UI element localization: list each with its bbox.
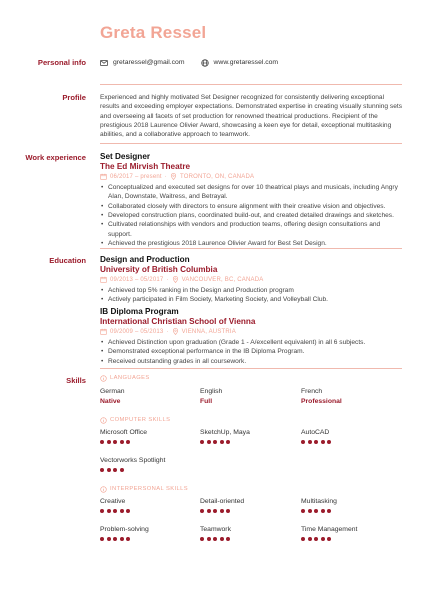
email-link[interactable]: gretaressel@gmail.com (113, 59, 185, 66)
rating-dot (301, 509, 305, 513)
list-item: • Collaborated closely with directors to ensure alignment with their creative vision and objectives. (100, 202, 402, 211)
globe-icon (201, 59, 209, 67)
language-item: English Full (200, 387, 223, 405)
education-bullets (100, 286, 402, 305)
job-dates: 06/2017 – present (110, 173, 162, 180)
rating-dot (120, 537, 124, 541)
section-label-profile: Profile (62, 93, 86, 102)
languages-heading: LANGUAGES (100, 375, 402, 383)
contact-row (100, 58, 278, 67)
education-meta: 09/2013 – 05/2017 · VANCOUVER, BC, CANADA (100, 276, 402, 284)
list-item: • Actively participated in Film Society, Marketing Society, and Volleyball Club. (100, 295, 402, 304)
rating-dot (107, 440, 111, 444)
rating-dot (113, 440, 117, 444)
job-location: TORONTO, ON, CANADA (179, 173, 255, 180)
calendar-icon (100, 328, 107, 335)
info-circle-icon (100, 375, 107, 382)
skill-rating (200, 509, 301, 513)
work-entry (100, 152, 402, 248)
rating-dot (107, 468, 111, 472)
divider (100, 84, 402, 85)
rating-dot (220, 509, 224, 513)
education-location: VANCOUVER, BC, CANADA (181, 276, 264, 283)
employer-name: The Ed Mirvish Theatre (100, 161, 191, 171)
language-item: French Professional (301, 387, 342, 405)
job-title: Set Designer (100, 152, 151, 161)
skill-item: Multitasking (301, 497, 402, 519)
rating-dot (200, 440, 204, 444)
list-item: • Achieved the prestigious 2018 Laurence Olivier Award for Best Set Design. (100, 239, 402, 248)
list-item: • Received outstanding grades in all coursework. (100, 357, 402, 366)
rating-dot (308, 537, 312, 541)
rating-dot (200, 509, 204, 513)
rating-dot (120, 509, 124, 513)
skill-rating (301, 440, 402, 444)
skill-item: Creative (100, 497, 200, 519)
rating-dot (200, 537, 204, 541)
rating-dot (100, 537, 104, 541)
rating-dot (126, 537, 130, 541)
rating-dot (113, 509, 117, 513)
skill-rating (100, 537, 200, 541)
rating-dot (213, 509, 217, 513)
rating-dot (107, 509, 111, 513)
rating-dot (207, 537, 211, 541)
interpersonal-skills-heading: INTERPERSONAL SKILLS (100, 486, 402, 494)
education-dates: 09/2013 – 05/2017 (110, 276, 164, 283)
job-bullets (100, 183, 402, 249)
rating-dot (301, 440, 305, 444)
candidate-name: Greta Ressel (100, 23, 207, 42)
rating-dot (213, 537, 217, 541)
skill-rating (301, 537, 402, 541)
rating-dot (327, 440, 331, 444)
list-item: • Conceptualized and executed set designs for over 10 theatrical plays and musicals, including Angry Alan, Downstate, Waitress, and Betrayal. (100, 183, 402, 202)
rating-dot (213, 440, 217, 444)
degree-title: Design and Production (100, 255, 190, 264)
rating-dot (220, 537, 224, 541)
skills-interpersonal (100, 486, 402, 547)
rating-dot (107, 537, 111, 541)
job-meta: 06/2017 – present · TORONTO, ON, CANADA (100, 173, 402, 181)
profile-summary: Experienced and highly motivated Set Designer recognized for consistently delivering exceptional results and exceeding employer expectations. Demonstrated expertise in creating visually stunning sets and overseeing all facets of set production for renowned theatrical productions. Recipient of the prestigious 2018 Laurence Olivier Award, showcasing a keen eye for detail, exceptional multitasking abilities, and a collaborative approach to teamwork. (100, 94, 403, 139)
divider (100, 368, 402, 369)
calendar-icon (100, 276, 107, 283)
languages-grid (100, 387, 402, 409)
rating-dot (327, 509, 331, 513)
skill-rating (100, 440, 200, 444)
location-pin-icon (172, 328, 179, 335)
skill-rating (100, 509, 200, 513)
calendar-icon (100, 173, 107, 180)
school-name: International Christian School of Vienna (100, 316, 256, 326)
location-pin-icon (170, 173, 177, 180)
rating-dot (100, 509, 104, 513)
section-label-education: Education (49, 256, 86, 265)
skill-rating (200, 440, 301, 444)
rating-dot (113, 537, 117, 541)
rating-dot (327, 537, 331, 541)
language-item: German Native (100, 387, 125, 405)
education-dates: 09/2009 – 05/2013 (110, 328, 164, 335)
divider (100, 248, 402, 249)
rating-dot (321, 509, 325, 513)
skill-item: Time Management (301, 525, 402, 547)
degree-title: IB Diploma Program (100, 307, 179, 316)
skill-item: Microsoft Office (100, 428, 200, 450)
rating-dot (314, 537, 318, 541)
rating-dot (100, 468, 104, 472)
rating-dot (126, 440, 130, 444)
interpersonal-skills-grid (100, 497, 402, 547)
education-bullets (100, 338, 402, 366)
rating-dot (220, 440, 224, 444)
rating-dot (207, 440, 211, 444)
divider (100, 143, 402, 144)
computer-skills-grid (100, 428, 402, 478)
rating-dot (308, 509, 312, 513)
info-circle-icon (100, 486, 107, 493)
location-pin-icon (172, 276, 179, 283)
rating-dot (120, 440, 124, 444)
rating-dot (226, 509, 230, 513)
list-item: • Achieved top 5% ranking in the Design and Production program (100, 286, 402, 295)
rating-dot (321, 537, 325, 541)
skill-rating (301, 509, 402, 513)
info-circle-icon (100, 417, 107, 424)
education-entry (100, 255, 402, 305)
rating-dot (120, 468, 124, 472)
website-link[interactable]: www.gretaressel.com (213, 59, 279, 66)
rating-dot (100, 440, 104, 444)
rating-dot (301, 537, 305, 541)
school-name: University of British Columbia (100, 264, 218, 274)
education-meta: 09/2009 – 05/2013 · VIENNA, AUSTRIA (100, 328, 402, 336)
rating-dot (207, 509, 211, 513)
list-item: • Achieved Distinction upon graduation (Grade 1 - A/excellent equivalent) in all 6 subjects. (100, 338, 402, 347)
skill-item: Problem-solving (100, 525, 200, 547)
skills-languages (100, 375, 402, 409)
skill-item: SketchUp, Maya (200, 428, 301, 450)
computer-skills-heading: COMPUTER SKILLS (100, 417, 402, 425)
skills-computer (100, 417, 402, 478)
rating-dot (308, 440, 312, 444)
rating-dot (126, 509, 130, 513)
mail-icon (100, 59, 108, 67)
education-location: VIENNA, AUSTRIA (181, 328, 237, 335)
skill-item: AutoCAD (301, 428, 402, 450)
section-label-work-experience: Work experience (25, 153, 86, 162)
education-entry (100, 307, 402, 366)
skill-rating (100, 468, 200, 472)
rating-dot (314, 509, 318, 513)
section-label-skills: Skills (66, 376, 86, 385)
list-item: • Developed construction plans, coordinated build-out, and created detailed drawings and sketches. (100, 211, 402, 220)
rating-dot (113, 468, 117, 472)
skill-rating (200, 537, 301, 541)
list-item: • Cultivated relationships with vendors and production teams, offering design consultations and support. (100, 220, 402, 239)
list-item: • Demonstrated exceptional performance in the IB Diploma Program. (100, 347, 402, 356)
skill-item: Detail-oriented (200, 497, 301, 519)
rating-dot (321, 440, 325, 444)
skill-item: Vectorworks Spotlight (100, 456, 200, 478)
skill-item: Teamwork (200, 525, 301, 547)
rating-dot (314, 440, 318, 444)
section-label-personal-info: Personal info (37, 58, 86, 67)
rating-dot (226, 537, 230, 541)
rating-dot (226, 440, 230, 444)
